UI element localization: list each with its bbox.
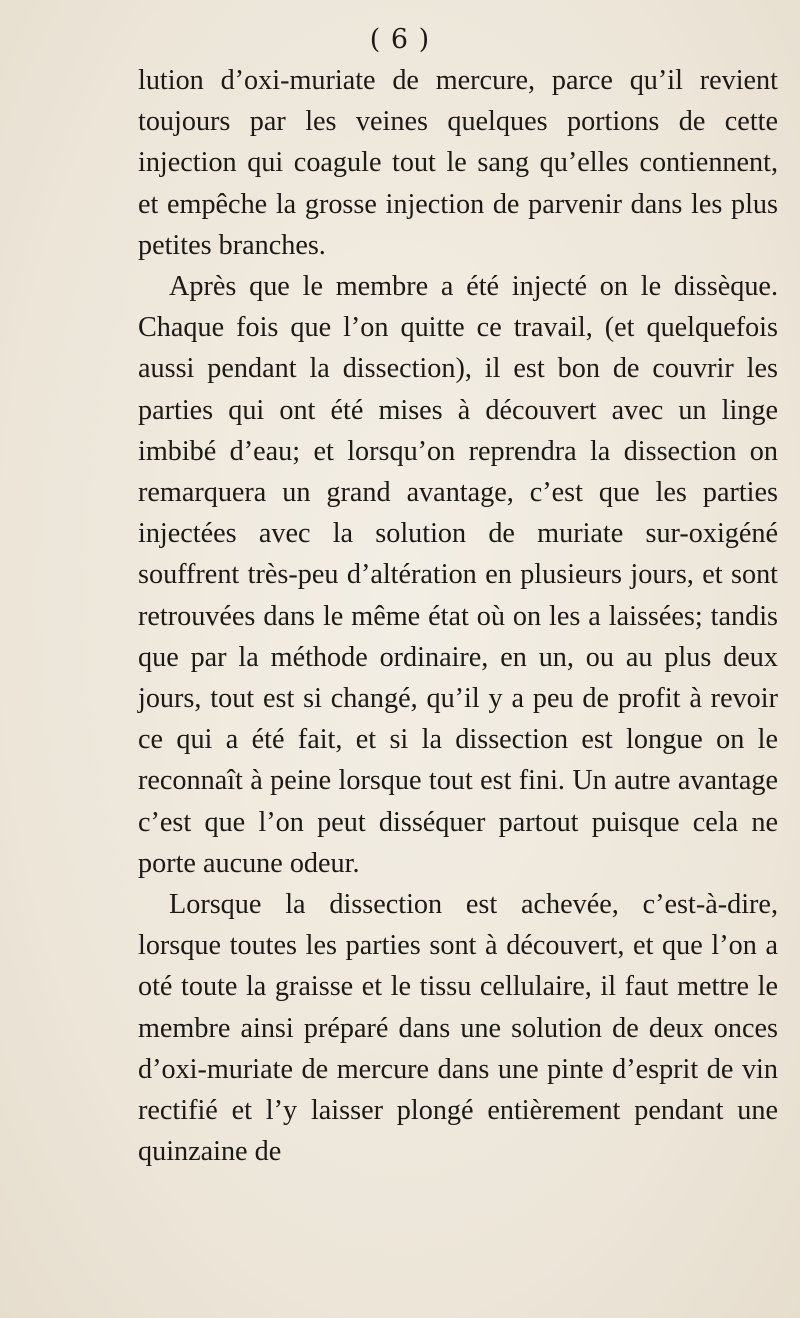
paragraph-2: Après que le membre a été injecté on le dissèque. Chaque fois que l’on quitte ce travail, (et quelquefois aussi pendant la dissection), il est bon de couvrir les parties qui ont été mises à découvert avec un linge imbibé d’eau; et lorsqu’on reprendra la dissection on remarquera un grand avantage, c’est que les parties injectées avec la solution de muriate sur-oxigéné souffrent très-peu d’altération en plusieurs jours, et sont retrouvées dans le même état où on les a laissées; tandis que par la méthode ordinaire, en un, ou au plus deux jours, tout est si changé, qu’il y a peu de profit à revoir ce qui a été fait, et si la dissection est longue on le reconnaît à peine lorsque tout est fini. Un autre avantage c’est que l’on peut disséquer partout puisque cela ne porte aucune odeur. [138, 271, 778, 879]
paragraph-3: Lorsque la dissection est achevée, c’est-à-dire, lorsque toutes les parties sont à découvert, et que l’on a oté toute la graisse et le tissu cellulaire, il faut mettre le membre ainsi préparé dans une solution de deux onces d’oxi-muriate de mercure dans une pinte d’esprit de vin rectifié et l’y laisser plongé entièrement pendant une quinzaine de [138, 889, 778, 1168]
paragraph-1: lution d’oxi-muriate de mercure, parce qu’il revient toujours par les veines quelques portions de cette injection qui coagule tout le sang qu’elles contiennent, et empêche la grosse injection de parvenir dans les plus petites branches. [138, 65, 778, 261]
body-text [138, 60, 778, 1172]
page-number: ( 6 ) [369, 24, 431, 55]
